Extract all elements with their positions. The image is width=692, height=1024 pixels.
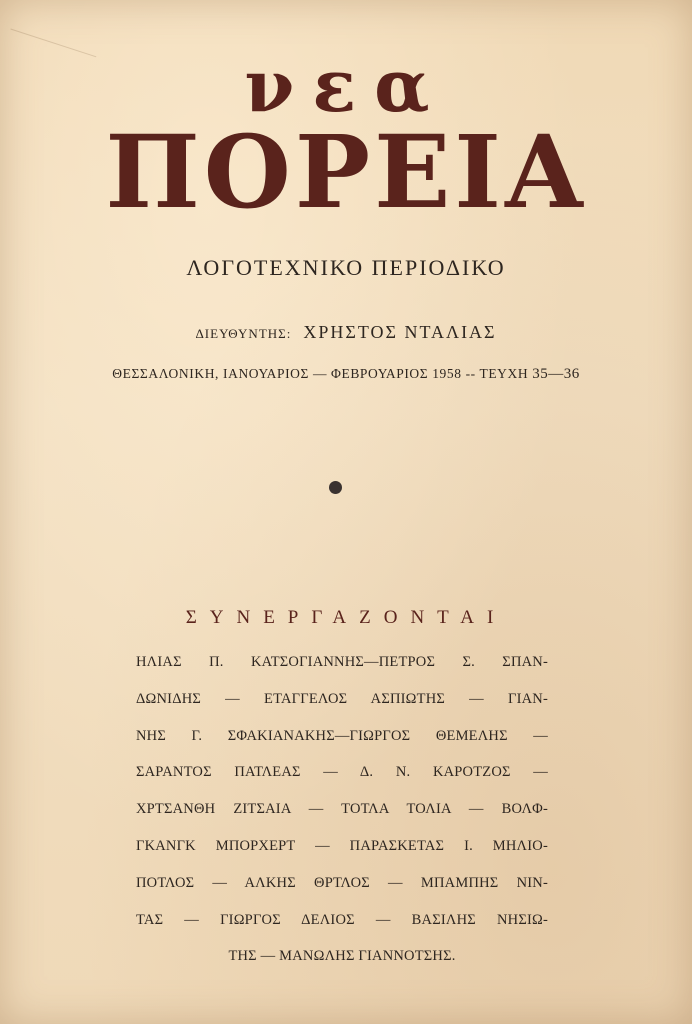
contributors-line: ΝΗΣ Γ. ΣΦΑΚΙΑΝΑΚΗΣ—ΓΙΩΡΓΟΣ ΘΕΜΕΛΗΣ —	[136, 727, 548, 744]
director-label: ΔΙΕΥΘΥΝΤΗΣ:	[195, 326, 292, 341]
contributors-heading: ΣΥΝΕΡΓΑΖΟΝΤΑΙ	[185, 607, 507, 628]
director-name: ΧΡΗΣΤΟΣ ΝΤΑΛΙΑΣ	[303, 322, 497, 342]
contributors-line: ΔΩΝΙΔΗΣ — ΕΤΑΓΓΕΛΟΣ ΑΣΠΙΩΤΗΣ — ΓΙΑΝ-	[136, 690, 548, 707]
ornament-dot	[329, 481, 342, 494]
contributors-line: ΣΑΡΑΝΤΟΣ ΠΑΤΛΕΑΣ — Δ. Ν. ΚΑΡΟΤΖΟΣ —	[136, 764, 548, 781]
contributors-line: ΤΑΣ — ΓΙΩΡΓΟΣ ΔΕΛΙΟΣ — ΒΑΣΙΛΗΣ ΝΗΣΙΩ-	[136, 911, 548, 928]
contributors-line: ΗΛΙΑΣ Π. ΚΑΤΣΟΓΙΑΝΝΗΣ—ΠΕΤΡΟΣ Σ. ΣΠΑΝ-	[136, 654, 548, 670]
issue-numbers: 35—36	[532, 366, 580, 382]
contributors-line: ΓΚΑΝΓΚ ΜΠΟΡΧΕΡΤ — ΠΑΡΑΣΚΕΤΑΣ Ι. ΜΗΛΙΟ-	[136, 837, 548, 854]
issue-place-date: ΘΕΣΣΑΛΟΝΙΚΗ, ΙΑΝΟΥΑΡΙΟΣ — ΦΕΒΡΟΥΑΡΙΟΣ 1958 -- ΤΕΥΧΗ	[112, 366, 529, 381]
issue-line	[0, 366, 692, 383]
contributors-line: ΤΗΣ — ΜΑΝΩΛΗΣ ΓΙΑΝΝΟΤΣΗΣ.	[228, 948, 456, 965]
paper-crease	[10, 0, 105, 57]
title-main-word: ΠΟΡΕΙΑ	[105, 113, 587, 231]
contributors-line: ΧΡΤΣΑΝΘΗ ΖΙΤΣΑΙΑ — ΤΟΤΛΑ ΤΟΛΙΑ — ΒΟΛΦ-	[136, 801, 548, 818]
title-top-word: νεα	[244, 43, 448, 128]
contributors-list	[136, 644, 548, 975]
magazine-subtitle: ΛΟΓΟΤΕΧΝΙΚΟ ΠΕΡΙΟΔΙΚΟ	[186, 255, 506, 280]
director-line	[0, 322, 692, 343]
contributors-line: ΠΟΤΛΟΣ — ΑΛΚΗΣ ΘΡΤΛΟΣ — ΜΠΑΜΠΗΣ ΝΙΝ-	[136, 874, 548, 891]
